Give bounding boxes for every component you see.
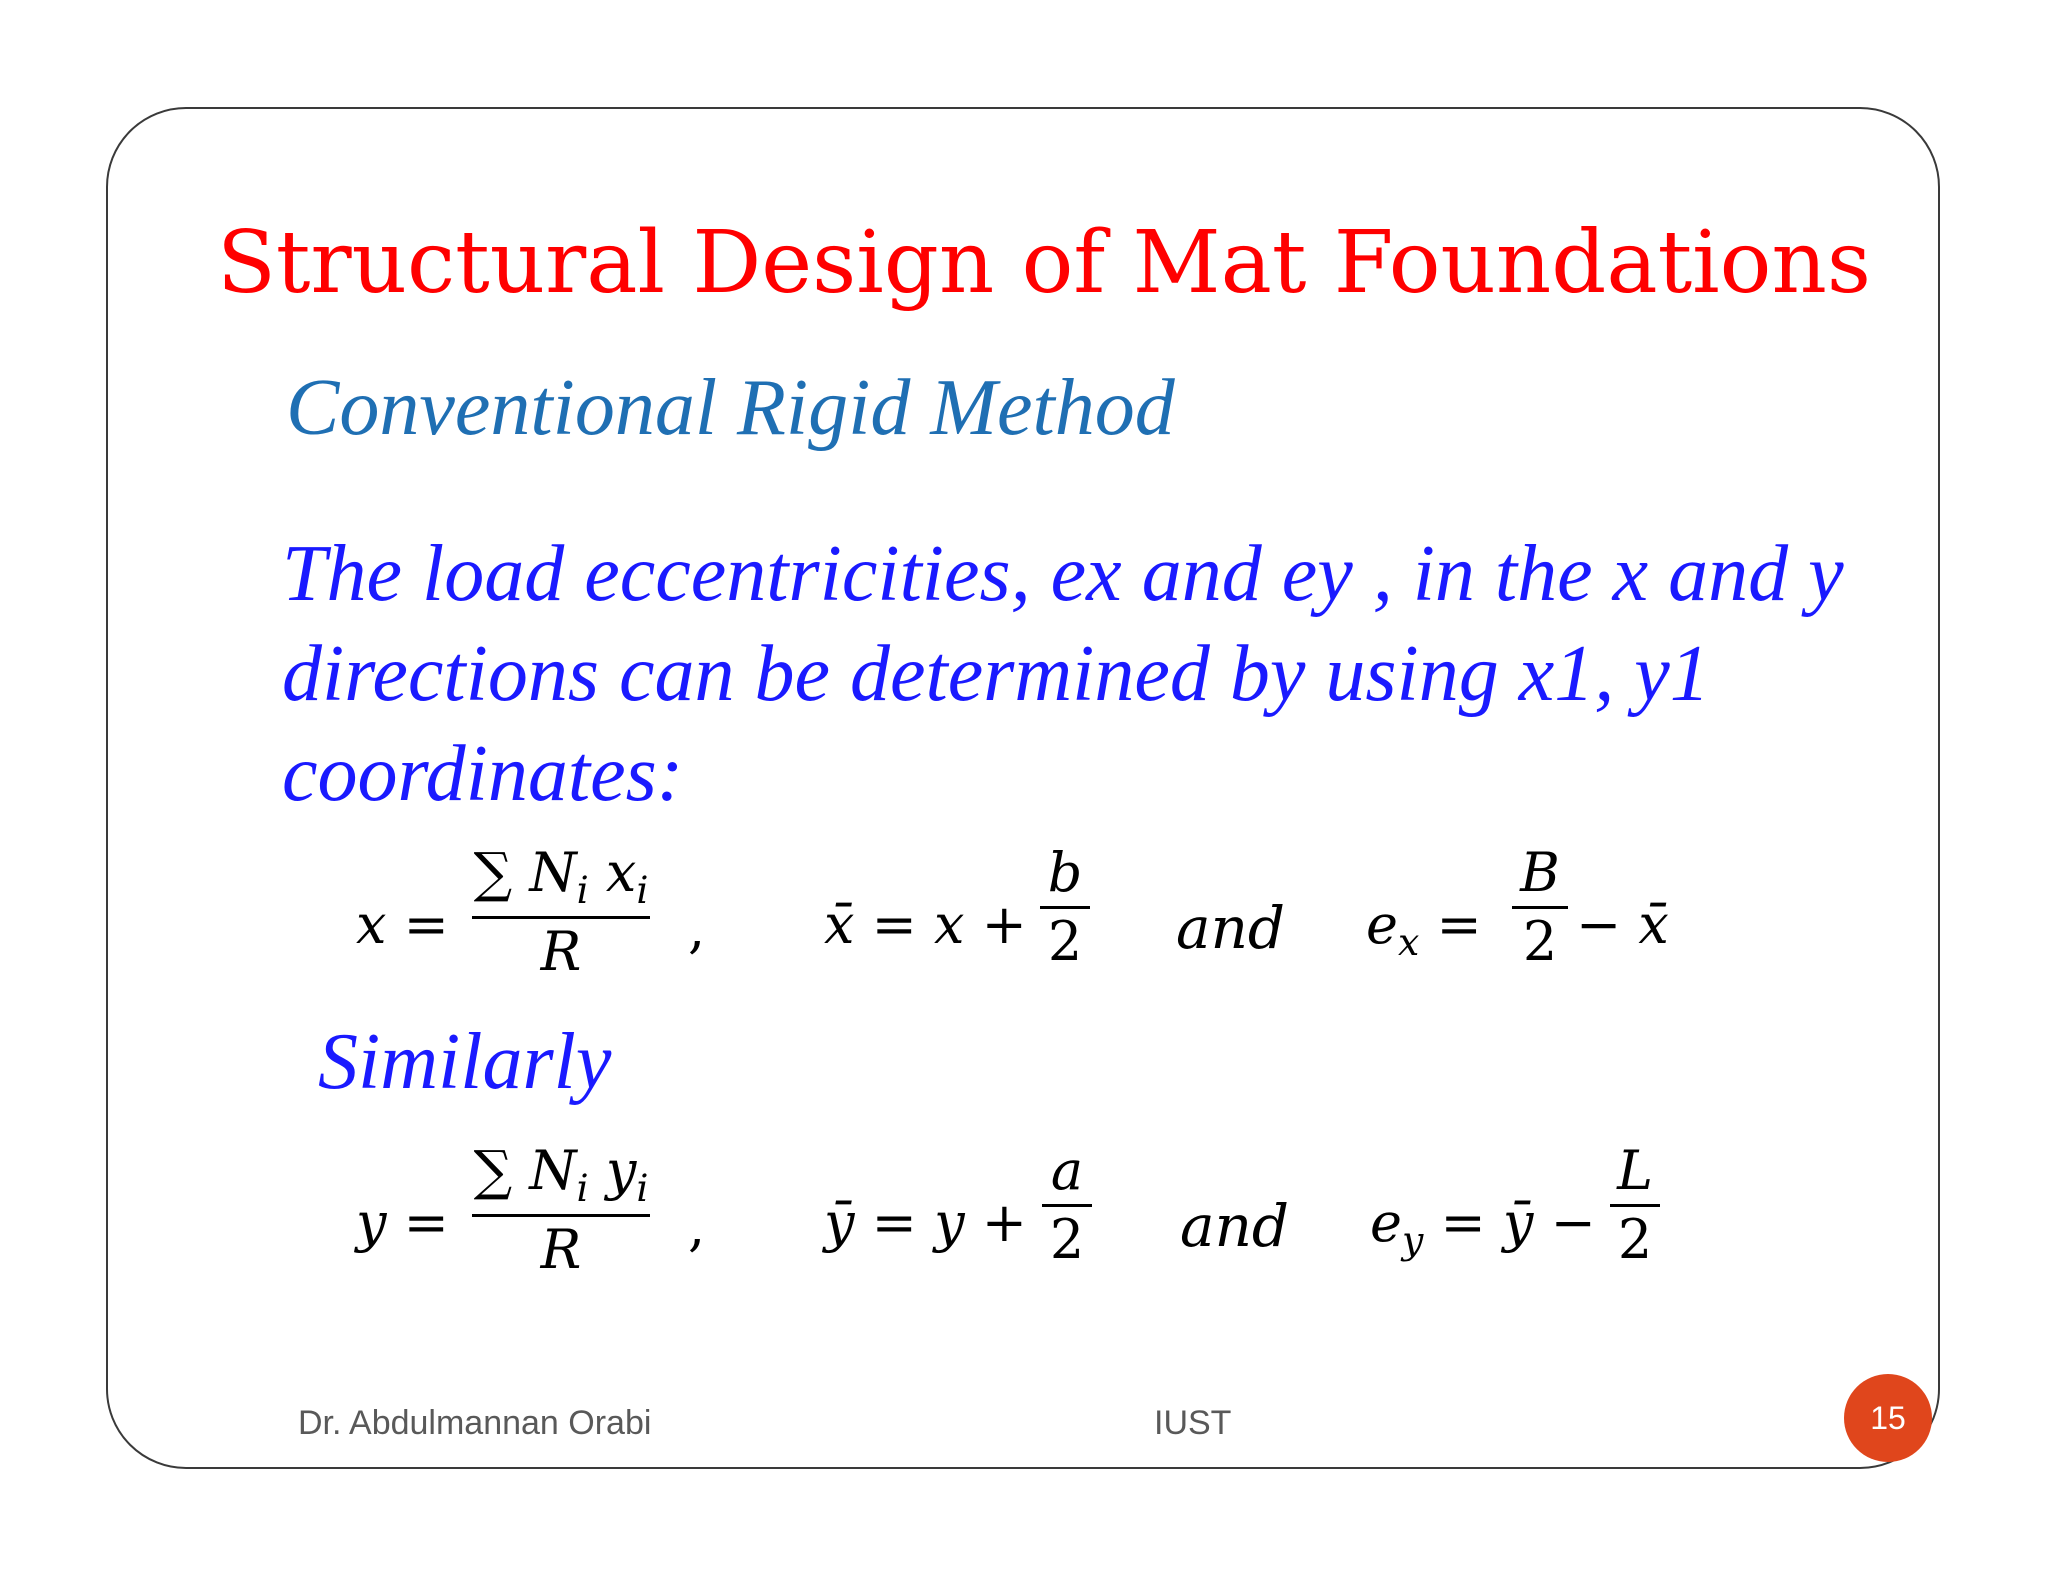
eq1-comma: ,	[688, 897, 706, 960]
eq1-ecc-var: e	[1366, 893, 1398, 956]
eq2-frac2-den: 2	[1049, 1208, 1085, 1271]
eq2-num-sub: i	[576, 1165, 589, 1210]
similarly-label: Similarly	[318, 1018, 612, 1106]
eq2-fraction-a-over-2	[1042, 1139, 1092, 1271]
eq1-lhs: x =	[356, 893, 449, 956]
sum-symbol: ∑	[473, 1139, 513, 1202]
eq1-fraction-B-over-2	[1512, 841, 1568, 973]
eq2-lhs: y =	[356, 1191, 449, 1254]
eq1-num-sub2: i	[636, 867, 649, 912]
eq2-frac2-num: a	[1050, 1139, 1084, 1202]
sum-symbol: ∑	[473, 841, 513, 904]
footer-author: Dr. Abdulmannan Orabi	[298, 1404, 652, 1442]
eq2-frac3-den: 2	[1617, 1208, 1653, 1271]
eq1-and: and	[1176, 894, 1286, 962]
eq1-fraction-b-over-2	[1040, 841, 1090, 973]
eq1-fraction-centroid	[472, 841, 650, 983]
fraction-bar	[1610, 1204, 1660, 1207]
eq2-comma: ,	[688, 1195, 706, 1258]
eq2-num-sub2: i	[636, 1165, 649, 1210]
eq1-frac3-den: 2	[1522, 910, 1558, 973]
eq2-ecc-mid: = ȳ −	[1440, 1191, 1596, 1254]
eq1-num-var: N	[529, 841, 577, 904]
slide-subtitle: Conventional Rigid Method	[286, 364, 1175, 452]
body-paragraph	[282, 524, 1844, 824]
eq1-num-sub: i	[576, 867, 589, 912]
eq1-ecc-eq: =	[1436, 893, 1482, 956]
body-line-2: directions can be determined by using x1, y1	[282, 630, 1710, 718]
eq2-num-var: N	[529, 1139, 577, 1202]
eq1-frac2-den: 2	[1047, 910, 1083, 973]
eq2-and: and	[1180, 1192, 1290, 1260]
eq1-ecc-tail: − x̄	[1576, 893, 1669, 956]
eq2-fraction-L-over-2	[1610, 1139, 1660, 1271]
eq2-num-var2: y	[605, 1139, 637, 1202]
eq2-ecc-sub: y	[1401, 1217, 1424, 1262]
eq2-ecc-var: e	[1370, 1191, 1402, 1254]
body-line-1: The load eccentricities, ex and ey , in the x and y	[282, 530, 1844, 618]
fraction-bar	[472, 916, 650, 919]
eq1-ecc-sub: x	[1397, 919, 1420, 964]
eq1-num-var2: x	[605, 841, 637, 904]
eq1-xbar-lhs: x̄ = x +	[824, 893, 1027, 956]
fraction-bar	[1042, 1204, 1092, 1207]
eq1-frac3-num: B	[1520, 841, 1560, 904]
eq2-ybar-lhs: ȳ = y +	[824, 1191, 1028, 1254]
fraction-bar	[1040, 906, 1090, 909]
eq2-den: R	[540, 1217, 582, 1281]
body-line-3: coordinates:	[282, 730, 684, 818]
eq2-frac3-num: L	[1617, 1139, 1653, 1202]
page-number-badge: 15	[1844, 1374, 1932, 1462]
fraction-bar	[472, 1214, 650, 1217]
fraction-bar	[1512, 906, 1568, 909]
slide-title: Structural Design of Mat Foundations	[217, 213, 1871, 313]
footer-institution: IUST	[1154, 1404, 1232, 1442]
eq2-fraction-centroid	[472, 1139, 650, 1281]
eq1-den: R	[540, 919, 582, 983]
eq1-frac2-num: b	[1047, 841, 1083, 904]
